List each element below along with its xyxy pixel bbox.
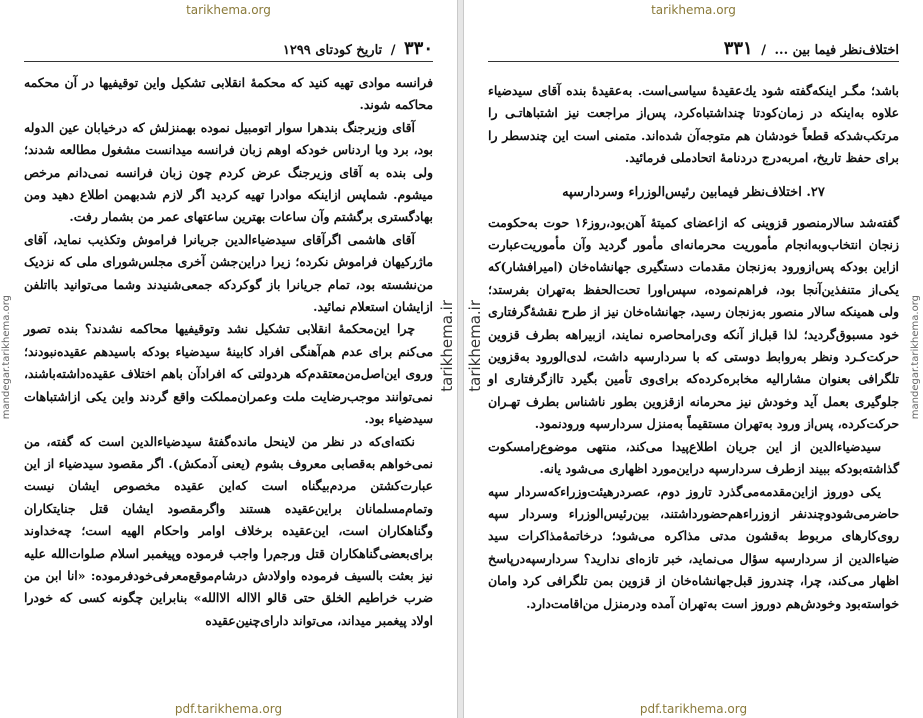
paragraph: فرانسه موادی تهیه کنید که محکمهٔ انقلابی تشکیل واین توقیفیها در آن محکمه محاکمه شوند. xyxy=(24,75,433,113)
paragraph: گفته‌شد سالارمنصور قزوینی که ازاعضای کمیتهٔ آهن‌بود،روز۱۶ حوت به‌حکومت زنجان انتخاب‌وبه‌انجام مأموریت محرمانه‌ای مأمور گردید وآن مأموریت‌عبارت ازاین بودکه پس‌ازورود به‌زنجان مقدمات دستگیری جهانشاه‌خان (امیرافشار)که یکی‌از متنفذین‌آنجا بود، فراهم‌نموده، سپس‌اورا تحت‌الحفظ به‌تهران بفرستد؛ ولی همینکه سالار منصور به‌زنجان رسید، جهانشاه‌خان نیز از طرح نقشهٔ‌گرفتاری خود مسبوق‌گردید؛ لذا قبل‌از آنکه وی‌رامحاصره نمایند، ازبیراهه بطرف قزوین حرکت‌کـرد ونظر به‌روابط دوستی که با سردارسپه داشت، لدی‌الورود به‌قزوین تلگرافی بعنوان مشارالیه مخابره‌کرده‌که برای‌وی تأمین بگیرد تاازگرفتاری او جلوگیری بعمل آید وخودش نیز محرمانه ازقزوین بطور ناشناس بطرف تهـران حرکت‌کرده، پس‌از ورود به‌تهران مستقیماً به‌منزل سردارسپه ورودنمود. xyxy=(488,214,899,432)
site-watermark-bottom: pdf.tarikhema.org xyxy=(174,702,283,716)
book-title: اختلاف‌نظر فیما بین ... xyxy=(774,43,899,58)
site-watermark-top: tarikhema.org xyxy=(651,3,736,17)
paragraph: چرا این‌محکمهٔ انقلابی تشکیل نشد وتوقیفیها محاکمه نشدند؟ بنده تصور می‌کنم برای عدم هم‌آهنگی افراد کابینهٔ سیدضیاء بودکه باسیدهم عقیده‌نبودند؛ وروی این‌اصل‌من‌معتقدم‌که هردولتی که افرادآن باهم اختلاف عقیده‌داشته‌باشند، نمی‌توانند موجب‌رضایت ملت وعمران‌مملکت واقع گردند واین یکی ازاشتباهات سیدضیاء بود. xyxy=(24,321,433,427)
right-page xyxy=(463,0,923,718)
paragraph: نکته‌ای‌که در نظر من لاینحل مانده‌گفتهٔ سیدضیاءالدین است که گفته، من نمی‌خواهم به‌قصابی معروف بشوم (یعنی آدمکش). اگر مقصود سیدضیاء از این عبارت‌کشتن مردم‌بیگناه است که‌این عقیده مخصوص ایشان نیست وتمام‌مسلمانان براین‌عقیده هستند واگر‌مقصود ایشان قتل جنایتکاران وگناهکاران است، این‌عقیده برخلاف اوامر واحکام الهیه است؛ چه‌خداوند برای‌بعضی‌گناهکاران قتل ورجم‌را واجب فرموده وپیغمبر اسلام صلوات‌الله علیه نیز بعثت بالسیف فرموده واولادش درشام‌موقع‌معرفی‌خودفرموده: «انا ابن من ضرب خراطیم الخلق حتی قالو الااله الاالله» بنابراین چگونه کسی که خودرا اولاد پیغمبر میداند، می‌تواند دارای‌چنین‌عقیده xyxy=(24,433,433,628)
left-page xyxy=(0,0,458,718)
running-head-right xyxy=(488,38,899,62)
paragraph: آقای وزیرجنگ بندهرا سوار اتومبیل نموده بهمنزلش که درخیابان عین الدوله بود، برد وبا اردناس خودکه اوهم زبان فرانسه میدانست مشغول مطالعه شدند؛ ولی بنده به آقای وزیرجنگ عرض کردم چون زبان فرانسه نمی‌دانم مرخص میشوم. شماپس ازاینکه موادرا تهیه کردید اگر لازم شدبهمن اطلاع دهید ومن بهادگستری برگشتم وآن ساعات بهترین ساعتهای عمر من بشمار رفت. xyxy=(24,119,433,225)
side-watermark-large: tarikhema.ir xyxy=(438,300,456,392)
section-title: ۲۷. اختلاف‌نظر فیمابین رئیس‌الوزراء وسردارسپه xyxy=(562,184,825,200)
book-title: تاریخ کودتای ۱۲۹۹ xyxy=(282,43,383,58)
separator: / xyxy=(390,43,396,58)
paragraph: آقای هاشمی اگرآقای سیدضیاءالدین جریانرا فراموش وتکذیب نماید، آقای ماژرکیهان فراموش نکرده؛ زیرا دراین‌جشن آخری مجلس‌شورای ملی که نزدیک من‌نشسته بود، تمام جریانرا باز گوکردکه جمعی‌شنیدند وشما می‌توانید بااتلفن ازایشان استعلام نمائید. xyxy=(24,231,433,315)
paragraph: باشد؛ مگـر اینکه‌گفته شود یك‌عقیدهٔ سیاسی‌است. به‌عقیدهٔ بنده آقای سیدضیاء علاوه به‌اینکه در زمان‌کودتا چنداشتباه‌کرد، پس‌از مراجعت نیز اشتباهاتـی را مرتکب‌شدکه قطعاً خودشان هم متوجه‌آن شده‌اند. متمنی است این چندسطر را برای حفظ تاریخ، امربه‌درج دردنامهٔ اتحادملی فرمائید. xyxy=(488,83,899,166)
page-number: ۳۳۱ xyxy=(723,38,753,59)
body-text xyxy=(488,80,899,615)
site-watermark-bottom: pdf.tarikhema.org xyxy=(639,702,748,716)
side-watermark-small: mandegar.tarikhema.org xyxy=(910,295,921,420)
side-watermark-small: mandegar.tarikhema.org xyxy=(1,295,12,420)
body-text xyxy=(24,72,433,632)
page-number: ۳۳۰ xyxy=(403,38,433,59)
paragraph: یکی دوروز ازاین‌مقدمه‌می‌گذرد تاروز دوم، عصردرهیئت‌وزراءکه‌سردار سپه حاضرمی‌شودوچندنفر ازوزراءهم‌حضورداشتند، بین‌رئیس‌الوزراء وسردار سپه روی‌کارهای مربوط به‌قشون مدتی مذاکره می‌شود؛ درخاتمهٔ‌مذاکرات سید ضیاءالدین از سردارسپه سؤال می‌نماید، خبر تازه‌ای ندارید؟ سردارسپه‌درپاسخ اظهار می‌کند، چرا، چندروز قبل‌جهانشاه‌خان از قزوین بمن تلگرافی کرد وامان خواسته‌بود وخودش‌هم دوروز است به‌تهران آمده ودرمنزل من‌اقامت‌دارد. xyxy=(488,483,899,611)
separator: / xyxy=(761,43,766,58)
running-head-left xyxy=(24,38,433,62)
site-watermark-top: tarikhema.org xyxy=(186,3,271,17)
side-watermark-large: tarikhema.ir xyxy=(466,300,484,392)
paragraph: سیدضیاءالدین از این جریان اطلاع‌پیدا می‌کند، منتهی موضوع‌رامسکوت گذاشته‌بودکه ببیند ازطرف سردارسپه دراین‌مورد اظهاری می‌شود یانه. xyxy=(488,438,899,477)
